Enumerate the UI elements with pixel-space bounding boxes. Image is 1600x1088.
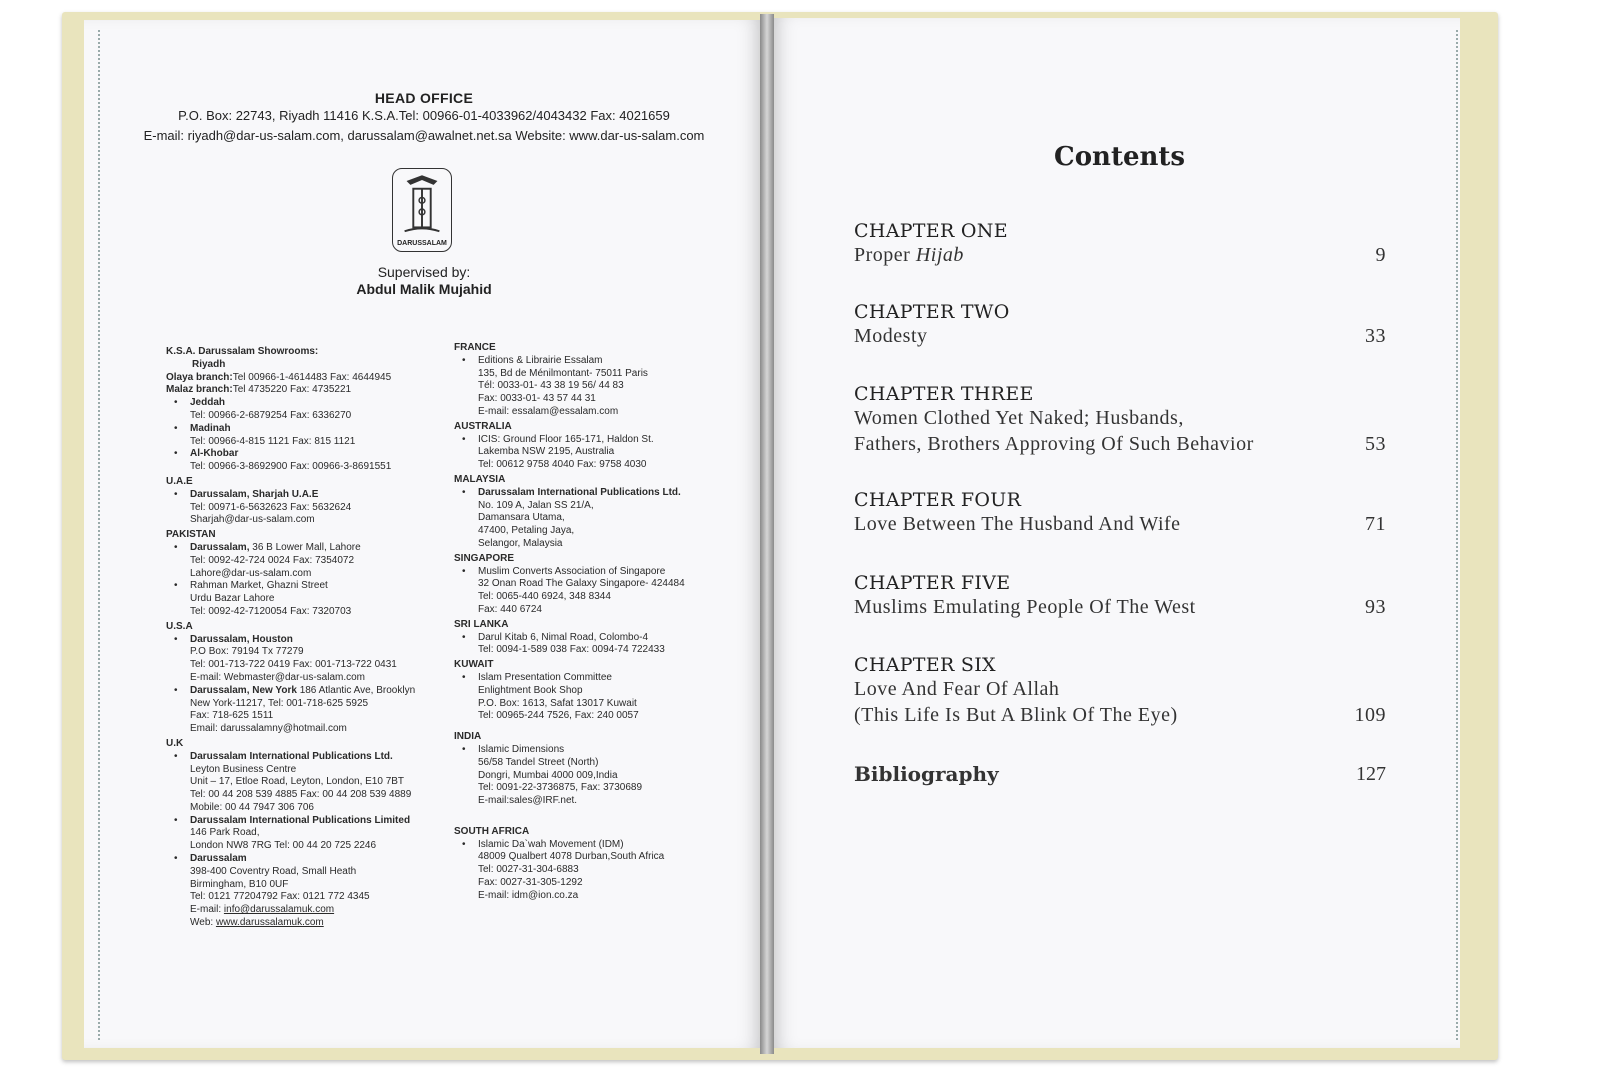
sg-line-d: Fax: 440 6724 <box>478 603 542 615</box>
kw-line-d: Tel: 00965-244 7526, Fax: 240 0057 <box>478 710 639 722</box>
section-france: FRANCE <box>454 342 496 353</box>
chapter-title <box>854 702 1386 728</box>
kw-line-b: Enlightment Book Shop <box>478 684 583 696</box>
chapter-heading: CHAPTER ONE <box>854 220 1008 242</box>
chapter-title-text: Muslims Emulating People Of The West <box>854 596 1196 618</box>
au-line-c: Tel: 00612 9758 4040 Fax: 9758 4030 <box>478 459 647 471</box>
darussalam-logo <box>392 168 452 252</box>
lahore-mail: Lahore@dar-us-salam.com <box>190 567 312 579</box>
sa-line-d: Fax: 0027-31-305-1292 <box>478 877 583 889</box>
sg-line-c: Tel: 0065-440 6924, 348 8344 <box>478 591 611 603</box>
in-line-e: E-mail:sales@IRF.net. <box>478 795 578 807</box>
malaz-text: Tel 4735220 Fax: 4735221 <box>232 384 352 396</box>
uk1-line-d: Mobile: 00 44 7947 306 706 <box>190 801 314 813</box>
entry-srilanka <box>454 632 714 658</box>
entry-india <box>454 744 714 808</box>
entry-sharjah <box>166 489 446 527</box>
toc-bibliography[interactable] <box>854 762 1386 786</box>
malaz-label: Malaz branch: <box>166 384 233 396</box>
uk1-line-c: Tel: 00 44 208 539 4885 Fax: 00 44 208 539 4889 <box>190 789 412 801</box>
entry-khobar <box>166 448 446 474</box>
page-number: 127 <box>1356 763 1386 785</box>
urdu-tel: Tel: 0092-42-7120054 Fax: 7320703 <box>190 605 352 617</box>
head-office-title: HEAD OFFICE <box>374 90 474 106</box>
logo-emblem-icon <box>393 169 451 251</box>
entry-kuwait <box>454 672 714 723</box>
toc-chapter-six[interactable] <box>854 654 1386 728</box>
olaya-text: Tel 00966-1-4614483 Fax: 4644945 <box>232 371 392 383</box>
showrooms-column-left <box>166 344 446 930</box>
head-office-email: E-mail: riyadh@dar-us-salam.com, darussalam@awalnet.net.sa Website: www.dar-us-salam.com <box>143 128 705 143</box>
chapter-heading: CHAPTER SIX <box>854 654 996 676</box>
khobar-tel: Tel: 00966-3-8692900 Fax: 00966-3-8691551 <box>190 461 392 473</box>
houston-name: • Darussalam, Houston <box>190 633 293 645</box>
khobar-name: • Al-Khobar <box>190 448 239 460</box>
au-line-b: Lakemba NSW 2195, Australia <box>478 446 615 458</box>
uk3-email-label: E-mail: <box>190 904 224 916</box>
in-line-a: • Islamic Dimensions <box>478 743 565 755</box>
entry-rahman <box>166 580 446 618</box>
supervised-label: Supervised by: <box>377 264 471 280</box>
supervisor-name: Abdul Malik Mujahid <box>356 281 492 297</box>
page-number: 33 <box>1365 325 1386 347</box>
chapter-title-text: Modesty <box>854 325 928 347</box>
entry-france <box>454 355 714 419</box>
section-srilanka: SRI LANKA <box>454 618 509 630</box>
my-line-d: 47400, Petaling Jaya, <box>478 525 575 537</box>
entry-madinah <box>166 423 446 449</box>
uk3-web-label: Web: <box>190 917 216 929</box>
ny-mail: Email: darussalamny@hotmail.com <box>190 723 347 735</box>
sa-line-c: Tel: 0027-31-304-6883 <box>478 864 579 876</box>
section-kuwait: KUWAIT <box>454 659 494 671</box>
page-number: 71 <box>1365 513 1386 535</box>
entry-uk-leyton <box>166 751 446 815</box>
au-line-a: • ICIS: Ground Floor 165-171, Haldon St. <box>478 433 654 445</box>
sharjah-name: • Darussalam, Sharjah U.A.E <box>190 488 319 500</box>
chapter-title <box>854 242 1386 268</box>
page-edge-left <box>98 30 104 1040</box>
urdu-bazar: Urdu Bazar Lahore <box>190 593 275 605</box>
section-uae: U.A.E <box>166 475 193 487</box>
sharjah-mail: Sharjah@dar-us-salam.com <box>190 514 315 526</box>
uk3-line-c: Tel: 0121 77204792 Fax: 0121 772 4345 <box>190 891 370 903</box>
entry-uk-birmingham <box>166 853 446 930</box>
section-ksa: K.S.A. Darussalam Showrooms: <box>166 346 319 357</box>
fr-line-e: E-mail: essalam@essalam.com <box>478 405 619 417</box>
entry-malaysia <box>454 487 714 551</box>
jeddah-tel: Tel: 00966-2-6879254 Fax: 6336270 <box>190 409 352 421</box>
rahman-address: • Rahman Market, Ghazni Street <box>190 580 328 592</box>
head-office-address: P.O. Box: 22743, Riyadh 11416 K.S.A.Tel: 00966-01-4033962/4043432 Fax: 4021659 <box>178 108 670 123</box>
section-usa: U.S.A <box>166 620 193 632</box>
chapter-heading: CHAPTER FOUR <box>854 489 1022 511</box>
in-line-c: Dongri, Mumbai 4000 009,India <box>478 769 618 781</box>
chapter-title-line-2: Fathers, Brothers Approving Of Such Behavior <box>854 433 1254 455</box>
ny-tel: New York-11217, Tel: 001-718-625 5925 <box>190 697 369 709</box>
fr-line-c: Tél: 0033-01- 43 38 19 56/ 44 83 <box>478 380 624 392</box>
section-india: INDIA <box>454 731 482 743</box>
uk2-line-a: 146 Park Road, <box>190 827 260 839</box>
toc-chapter-three[interactable] <box>854 383 1386 457</box>
jeddah-name: • Jeddah <box>190 397 226 409</box>
section-australia: AUSTRALIA <box>454 420 512 432</box>
uk3-name: • Darussalam <box>190 853 247 865</box>
toc-chapter-five[interactable] <box>854 572 1386 620</box>
sa-line-a: • Islamic Da`wah Movement (IDM) <box>478 838 624 850</box>
fr-line-d: Fax: 0033-01- 43 57 44 31 <box>478 393 596 405</box>
lahore-address: 36 B Lower Mall, Lahore <box>252 541 361 553</box>
section-southafrica: SOUTH AFRICA <box>454 825 530 837</box>
entry-australia <box>454 434 714 472</box>
section-pakistan: PAKISTAN <box>166 529 216 541</box>
sl-line-b: Tel: 0094-1-589 038 Fax: 0094-74 722433 <box>478 644 665 656</box>
houston-tel: Tel: 001-713-722 0419 Fax: 001-713-722 0431 <box>190 659 397 671</box>
my-line-e: Selangor, Malaysia <box>478 537 563 549</box>
chapter-title <box>854 511 1386 537</box>
sl-line-a: • Darul Kitab 6, Nimal Road, Colombo-4 <box>478 631 649 643</box>
section-uk: U.K <box>166 737 184 749</box>
entry-uk-park <box>166 815 446 853</box>
chapter-title-text: Love Between The Husband And Wife <box>854 513 1181 535</box>
section-malaysia: MALAYSIA <box>454 473 506 485</box>
entry-singapore <box>454 566 714 617</box>
chapter-title-italic: Hijab <box>915 244 964 266</box>
toc-chapter-two[interactable] <box>854 301 1386 349</box>
sa-line-e: E-mail: idm@ion.co.za <box>478 889 579 901</box>
ny-fax: Fax: 718-625 1511 <box>190 710 274 722</box>
entry-houston <box>166 634 446 685</box>
in-line-d: Tel: 0091-22-3736875, Fax: 3730689 <box>478 782 643 794</box>
my-line-a: • Darussalam International Publications Ltd. <box>478 486 681 498</box>
uk1-name: • Darussalam International Publications Ltd. <box>190 750 393 762</box>
houston-box: P.O Box: 79194 Tx 77279 <box>190 646 304 658</box>
chapter-title <box>854 594 1386 620</box>
olaya-branch <box>166 372 446 385</box>
malaz-branch <box>166 384 446 397</box>
olaya-label: Olaya branch: <box>166 371 233 383</box>
sg-line-a: • Muslim Converts Association of Singapore <box>478 565 666 577</box>
chapter-heading: CHAPTER TWO <box>854 301 1010 323</box>
chapter-title <box>854 431 1386 457</box>
bibliography-row <box>854 762 1386 786</box>
ny-name: Darussalam, New York <box>190 684 297 696</box>
chapter-title-text: Proper <box>854 244 916 266</box>
page-number: 53 <box>1365 433 1386 455</box>
sg-line-b: 32 Onan Road The Galaxy Singapore- 424484 <box>478 578 685 590</box>
logo-text: DARUSSALAM <box>397 240 447 247</box>
chapter-title-line-1: Women Clothed Yet Naked; Husbands, <box>854 407 1184 429</box>
toc-chapter-one[interactable] <box>854 220 1386 268</box>
page-number: 109 <box>1354 704 1386 726</box>
uk3-line-b: Birmingham, B10 0UF <box>190 878 289 890</box>
chapter-heading: CHAPTER FIVE <box>854 572 1011 594</box>
contents-title: Contents <box>1054 142 1186 172</box>
uk2-line-b: London NW8 7RG Tel: 00 44 20 725 2246 <box>190 840 377 852</box>
entry-jeddah <box>166 397 446 423</box>
sharjah-tel: Tel: 00971-6-5632623 Fax: 5632624 <box>190 501 352 513</box>
fr-line-a: • Editions & Librairie Essalam <box>478 354 603 366</box>
toc-chapter-four[interactable] <box>854 489 1386 537</box>
book-spine <box>760 14 774 1054</box>
fr-line-b: 135, Bd de Ménilmontant- 75011 Paris <box>478 367 648 379</box>
madinah-name: • Madinah <box>190 422 231 434</box>
uk3-line-a: 398-400 Coventry Road, Small Heath <box>190 865 357 877</box>
uk2-name: • Darussalam International Publications Limited <box>190 814 411 826</box>
uk3-web-link[interactable]: www.darussalamuk.com <box>215 917 324 929</box>
chapter-title-line-1: Love And Fear Of Allah <box>854 678 1060 700</box>
page-number: 93 <box>1365 596 1386 618</box>
kw-line-c: P.O. Box: 1613, Safat 13017 Kuwait <box>478 697 637 709</box>
showrooms-column-right <box>454 340 714 903</box>
entry-southafrica <box>454 839 714 903</box>
houston-mail: E-mail: Webmaster@dar-us-salam.com <box>190 671 366 683</box>
chapter-title-line-2: (This Life Is But A Blink Of The Eye) <box>854 704 1178 726</box>
entry-newyork <box>166 685 446 736</box>
kw-line-a: • Islam Presentation Committee <box>478 671 612 683</box>
ny-address: 186 Atlantic Ave, Brooklyn <box>299 684 416 696</box>
lahore-name: Darussalam, <box>190 541 250 553</box>
in-line-b: 56/58 Tandel Street (North) <box>478 756 599 768</box>
chapter-heading: CHAPTER THREE <box>854 383 1034 405</box>
madinah-tel: Tel: 00966-4-815 1121 Fax: 815 1121 <box>190 435 356 447</box>
page-edge-right <box>1452 30 1458 1040</box>
entry-lahore <box>166 542 446 580</box>
uk1-line-a: Leyton Business Centre <box>190 763 297 775</box>
city-riyadh: Riyadh <box>192 358 226 370</box>
chapter-title <box>854 323 1386 349</box>
section-singapore: SINGAPORE <box>454 552 515 564</box>
uk3-email-link[interactable]: info@darussalamuk.com <box>223 904 335 916</box>
page-number: 9 <box>1375 244 1386 266</box>
my-line-b: No. 109 A, Jalan SS 21/A, <box>478 499 594 511</box>
lahore-tel: Tel: 0092-42-724 0024 Fax: 7354072 <box>190 554 355 566</box>
uk1-line-b: Unit – 17, Etloe Road, Leyton, London, E10 7BT <box>190 776 405 788</box>
sa-line-b: 48009 Qualbert 4078 Durban,South Africa <box>478 851 665 863</box>
my-line-c: Damansara Utama, <box>478 512 565 524</box>
bibliography-label: Bibliography <box>854 762 999 786</box>
